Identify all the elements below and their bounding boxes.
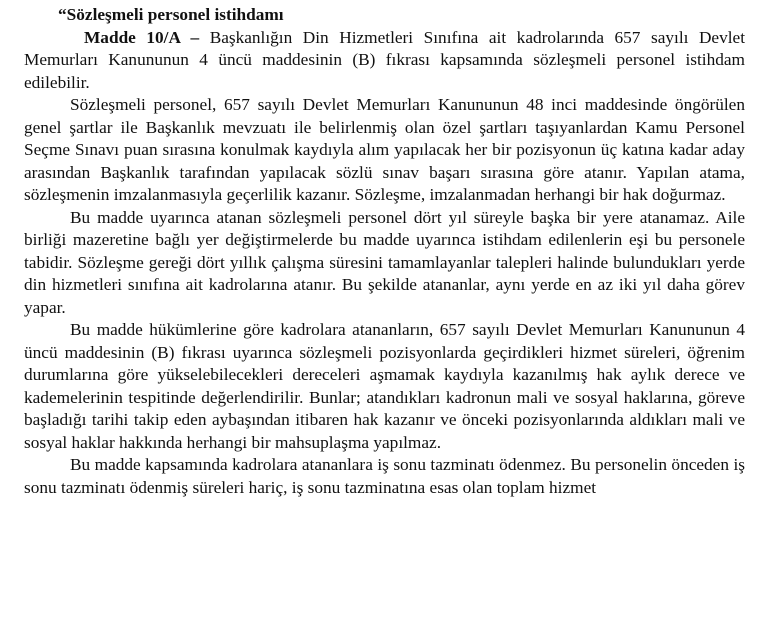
- paragraph-3: Bu madde uyarınca atanan sözleşmeli personel dört yıl süreyle başka bir yere atanamaz. Aile birliği mazeretine bağlı yer değiştirmelerde bu madde uyarınca istihdam edilenlerin eşi bu personele tabidir. Sözleşme gereği dört yıllık çalışma süresini tamamlayanlar talepleri halinde bulundukları yerde din hizmetleri sınıfına ait kadrolarına atanır. Bu şekilde atananlar, aynı yerde en az iki yıl daha görev yapar.: [24, 207, 745, 317]
- paragraph-1-text: Başkanlığın Din Hizmetleri Sınıfına ait kadrolarında 657 sayılı Devlet Memurları Kanununun 4 üncü maddesinin (B) fıkrası kapsamında sözleşmeli personel istihdam edilebilir.: [24, 27, 746, 92]
- section-title: “Sözleşmeli personel istihdamı: [58, 5, 284, 24]
- paragraph-4: Bu madde hükümlerine göre kadrolara atananların, 657 sayılı Devlet Memurları Kanununun 4 üncü maddesinin (B) fıkrası uyarınca sözleşmeli pozisyonlarda geçirdikleri hizmet süreleri, öğrenim durumlarına göre yükselebilecekleri dereceleri aşmamak kaydıyla kazanılmış hak aylık derece ve kademelerinin tespitinde değerlendirilir. Bunlar; atandıkları kadronun mali ve sosyal haklarına, göreve başladığı tarihi takip eden aybaşından itibaren hak kazanır ve önceki pozisyonlarında aldıkları mali ve sosyal haklar hakkında herhangi bir mahsuplaşma yapılmaz.: [24, 320, 745, 452]
- paragraph-2: Sözleşmeli personel, 657 sayılı Devlet Memurları Kanununun 48 inci maddesinde öngörülen genel şartlar ile Başkanlık mevzuatı ile belirlenmiş olan özel şartları taşıyanlardan Kamu Personel Seçme Sınavı puan sırasına konulmak kaydıyla alım yapılacak her bir pozisyonun üç katına kadar aday arasından Başkanlık tarafından yapılacak sözlü sınav başarı sırasına göre atanır. Yapılan atama, sözleşmenin imzalanmasıyla geçerlilik kazanır. Sözleşme, imzalanmadan herhangi bir hak doğurmaz.: [24, 95, 745, 204]
- paragraph-1: [24, 27, 745, 95]
- article-heading: Madde 10/A –: [84, 27, 200, 47]
- document-body: [24, 4, 745, 499]
- paragraph-5: Bu madde kapsamında kadrolara atananlara iş sonu tazminatı ödenmez. Bu personelin önceden iş sonu tazminatı ödenmiş süreleri hariç, iş sonu tazminatına esas olan toplam hizmet: [24, 455, 745, 497]
